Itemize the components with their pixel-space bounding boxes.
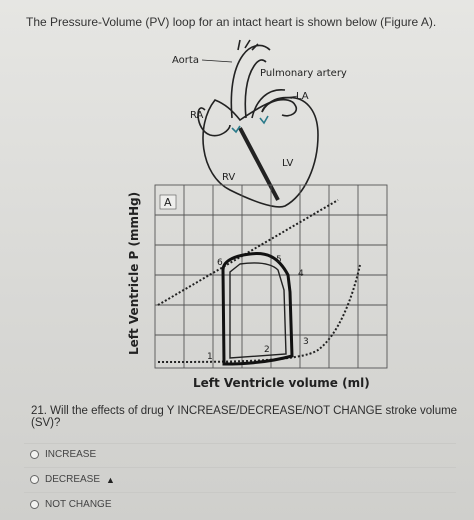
point-6: 6: [217, 258, 223, 268]
point-5: 5: [276, 255, 282, 265]
point-3: 3: [303, 337, 309, 347]
radio-increase[interactable]: [30, 450, 39, 459]
aorta-branch: [238, 40, 258, 50]
heart-outline: [203, 98, 318, 207]
question-prompt: The Pressure-Volume (PV) loop for an intact heart is shown below (Figure A).: [26, 15, 437, 29]
septum: [240, 128, 278, 200]
option-increase-label: INCREASE: [45, 449, 97, 460]
point-4: 4: [298, 269, 304, 279]
radio-not-change[interactable]: [30, 500, 39, 509]
y-axis-label: Left Ventricle P (mmHg): [127, 191, 141, 355]
leader-lines: [202, 60, 298, 98]
divider: [24, 467, 456, 468]
label-ra: RA: [190, 110, 204, 121]
label-la: LA: [296, 91, 309, 102]
point-2: 2: [264, 345, 270, 355]
la-chamber: [262, 100, 296, 116]
option-not-change[interactable]: [30, 499, 112, 510]
pv-grid: [155, 185, 387, 368]
radio-decrease[interactable]: [30, 475, 39, 484]
x-axis-label: Left Ventricle volume (ml): [193, 376, 370, 390]
label-pulmonary-artery: Pulmonary artery: [260, 68, 347, 79]
option-increase[interactable]: [30, 449, 96, 460]
divider: [24, 443, 456, 444]
label-lv: LV: [282, 158, 294, 169]
valve-marks: [232, 116, 268, 132]
espvr-line: [158, 200, 338, 305]
pulmonary-artery-vessel: [252, 90, 292, 118]
option-decrease[interactable]: [30, 474, 115, 485]
heart-diagram: [198, 40, 318, 207]
edpvr-curve: [158, 265, 360, 362]
divider: [24, 492, 456, 493]
panel-label: A: [164, 196, 172, 209]
option-decrease-label: DECREASE: [45, 474, 101, 485]
mouse-cursor-icon: ▲: [106, 474, 115, 485]
option-not-change-label: NOT CHANGE: [45, 499, 112, 510]
label-aorta: Aorta: [172, 55, 199, 66]
pv-loop-inner: [230, 263, 286, 358]
label-rv: RV: [222, 172, 236, 183]
question-text: 21. Will the effects of drug Y INCREASE/DECREASE/NOT CHANGE stroke volume (SV)?: [31, 405, 458, 429]
point-1: 1: [207, 352, 213, 362]
